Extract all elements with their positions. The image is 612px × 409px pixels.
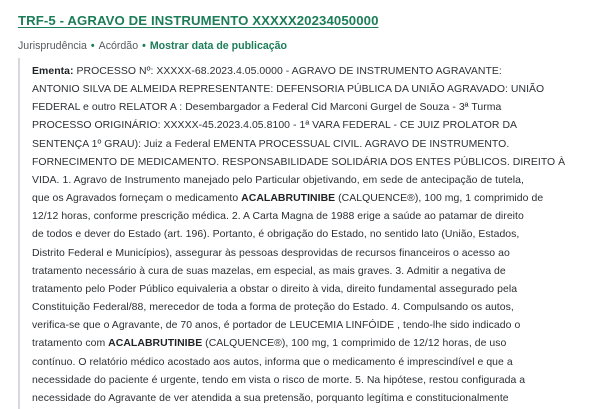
ementa-text-segment: necessidade do paciente é urgente, tendo em vista o risco de morte. 5. Na hipótese, restou configurada a (32, 374, 526, 386)
ementa-text-segment: FORNECIMENTO DE MEDICAMENTO. RESPONSABILIDADE SOLIDÁRIA DOS ENTES PÚBLICOS. DIREITO À (32, 156, 566, 168)
ementa-line (32, 335, 592, 353)
ementa-text-segment: Distrito Federal e Municípios), assegurar às pessoas desprovidas de recursos financeiros o acesso ao (32, 247, 510, 259)
ementa-line (32, 208, 592, 226)
ementa-line (32, 136, 592, 154)
medication-name: ACALABRUTINIBE (241, 193, 336, 205)
ementa-text-segment: PROCESSO ORIGINÁRIO: XXXXX-45.2023.4.05.8100 - 1ª VARA FEDERAL - CE JUIZ PROLATOR DA (32, 120, 518, 132)
ementa-line (32, 154, 592, 172)
ementa-line (32, 81, 592, 99)
meta-separator-dot: • (90, 40, 95, 52)
ementa-line (32, 390, 592, 408)
ementa-line (32, 245, 592, 263)
ementa-text-segment: SENTENÇA 1º GRAU): Juiz a Federal EMENTA PROCESSUAL CIVIL. AGRAVO DE INSTRUMENTO. (32, 138, 510, 150)
result-kind: Acórdão (98, 40, 139, 52)
meta-separator-dot: • (142, 40, 146, 52)
ementa-text-segment: necessidade do Agravante de ver atendida a sua pretensão, porquanto legítima e constitucionalmente (32, 392, 509, 404)
ementa-text-segment: verifica-se que o Agravante, de 70 anos, é portador de LEUCEMIA LINFÓIDE , tendo-lhe sido indicado o (32, 320, 521, 332)
ementa-text-segment: (CALQUENCE®), 100 mg, 1 comprimido de (335, 193, 544, 205)
ementa-line (32, 299, 592, 317)
ementa-line (32, 281, 592, 299)
ementa-text-segment: tratamento pelo Poder Público equivaleria a obstar o direito à vida, direito fundamental assegurado pela (32, 283, 518, 295)
ementa-line (32, 263, 592, 281)
result-title-link[interactable]: TRF-5 - AGRAVO DE INSTRUMENTO XXXXX20234050000 (18, 13, 379, 28)
result-meta (18, 40, 287, 52)
ementa-line (32, 99, 592, 117)
ementa-text-segment: tratamento necessário à cura de suas mazelas, em especial, as mais graves. 3. Admitir a negativa de (32, 265, 506, 277)
medication-name: ACALABRUTINIBE (108, 338, 203, 350)
ementa-line (32, 354, 592, 372)
ementa-line (32, 226, 592, 244)
ementa-quote-block (18, 58, 594, 409)
ementa-text-segment: tratamento com (32, 338, 109, 350)
ementa-text-segment: contínuo. O relatório médico acostado aos autos, informa que o medicamento é imprescindível e que a (32, 356, 513, 368)
ementa-line (32, 190, 592, 208)
ementa-text-segment: FEDERAL e outro RELATOR A : Desembargador a Federal Cid Marconi Gurgel de Souza - 3ª Turma (32, 102, 502, 114)
result-type: Jurisprudência (18, 40, 87, 52)
ementa-text-segment: que os Agravados forneçam o medicamento (32, 193, 242, 205)
ementa-text-segment: de todos e dever do Estado (art. 196). Portanto, é obrigação do Estado, no sentido lato (União, Estados, (32, 229, 520, 241)
ementa-line (32, 317, 592, 335)
ementa-text-segment: VIDA. 1. Agravo de Instrumento manejado pelo Particular objetivando, em sede de antecipação de tutela, (32, 174, 524, 186)
ementa-text-segment: 12/12 horas, conforme prescrição médica. 2. A Carta Magna de 1988 erige a saúde ao patamar de direito (32, 211, 524, 223)
ementa-line (32, 172, 592, 190)
show-publication-date-link[interactable]: Mostrar data de publicação (149, 40, 287, 52)
ementa-line (32, 63, 592, 81)
ementa-text-segment: ANTONIO SILVA DE ALMEIDA REPRESENTANTE: DEFENSORIA PÚBLICA DA UNIÃO AGRAVADO: UNIÃO (32, 84, 545, 96)
ementa-line (32, 372, 592, 390)
ementa-line (32, 117, 592, 135)
ementa-text-segment: Constituição Federal/88, merecedor de toda a forma de proteção do Estado. 4. Compulsando os autos, (32, 302, 514, 314)
ementa-text-segment: PROCESSO Nº: XXXXX-68.2023.4.05.0000 - AGRAVO DE INSTRUMENTO AGRAVANTE: (73, 66, 502, 77)
ementa-text (32, 63, 592, 408)
ementa-text-segment: (CALQUENCE®), 100 mg, 1 comprimido de 12/12 horas, de uso (202, 338, 507, 350)
ementa-label: Ementa: (32, 66, 74, 77)
